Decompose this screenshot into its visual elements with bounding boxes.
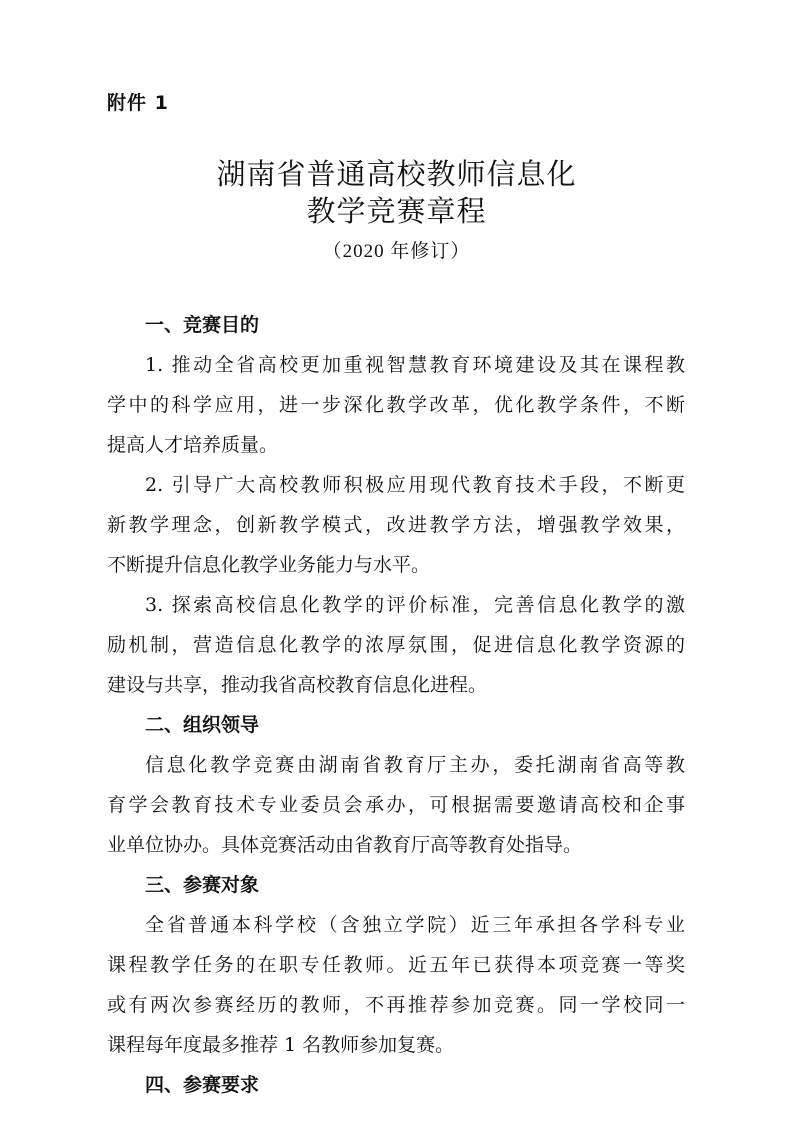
paragraph-line: 建设与共享，推动我省高校教育信息化进程。 bbox=[107, 674, 488, 696]
document-title-line-2: 教学竞赛章程 bbox=[306, 194, 487, 228]
paragraph-line: 或有两次参赛经历的教师，不再推荐参加竞赛。同一学校同一 bbox=[107, 994, 685, 1016]
attachment-label: 附件 1 bbox=[107, 92, 169, 114]
paragraph-line: 不断提升信息化教学业务能力与水平。 bbox=[107, 554, 431, 576]
paragraph-line: 励机制，营造信息化教学的浓厚氛围，促进信息化教学资源的 bbox=[107, 634, 685, 656]
paragraph-line: 育学会教育技术专业委员会承办，可根据需要邀请高校和企事 bbox=[107, 794, 685, 816]
paragraph-line: 新教学理念，创新教学模式，改进教学方法，增强教学效果， bbox=[107, 514, 685, 536]
section-heading: 一、竞赛目的 bbox=[145, 314, 260, 336]
paragraph-line: 学中的科学应用，进一步深化教学改革，优化教学条件，不断 bbox=[107, 394, 685, 416]
paragraph-line: 业单位协办。具体竞赛活动由省教育厅高等教育处指导。 bbox=[107, 834, 583, 856]
paragraph-line: 2. 引导广大高校教师积极应用现代教育技术手段，不断更 bbox=[145, 474, 685, 496]
paragraph-line: 全省普通本科学校（含独立学院）近三年承担各学科专业 bbox=[145, 914, 685, 936]
document-body bbox=[107, 305, 685, 1105]
paragraph-line: 课程每年度最多推荐 1 名教师参加复赛。 bbox=[107, 1034, 455, 1056]
section-heading: 四、参赛要求 bbox=[145, 1074, 260, 1096]
paragraph-line: 3. 探索高校信息化教学的评价标准，完善信息化教学的激 bbox=[145, 594, 685, 616]
paragraph-line: 1. 推动全省高校更加重视智慧教育环境建设及其在课程教 bbox=[145, 354, 685, 376]
section-heading: 三、参赛对象 bbox=[145, 874, 260, 896]
revision-note: （2020 年修订） bbox=[322, 241, 471, 262]
document-title-line-1: 湖南省普通高校教师信息化 bbox=[216, 157, 577, 191]
section-heading: 二、组织领导 bbox=[145, 714, 260, 736]
paragraph-line: 信息化教学竞赛由湖南省教育厅主办，委托湖南省高等教 bbox=[145, 754, 685, 776]
paragraph-line: 提高人才培养质量。 bbox=[107, 434, 279, 456]
paragraph-line: 课程教学任务的在职专任教师。近五年已获得本项竞赛一等奖 bbox=[107, 954, 685, 976]
